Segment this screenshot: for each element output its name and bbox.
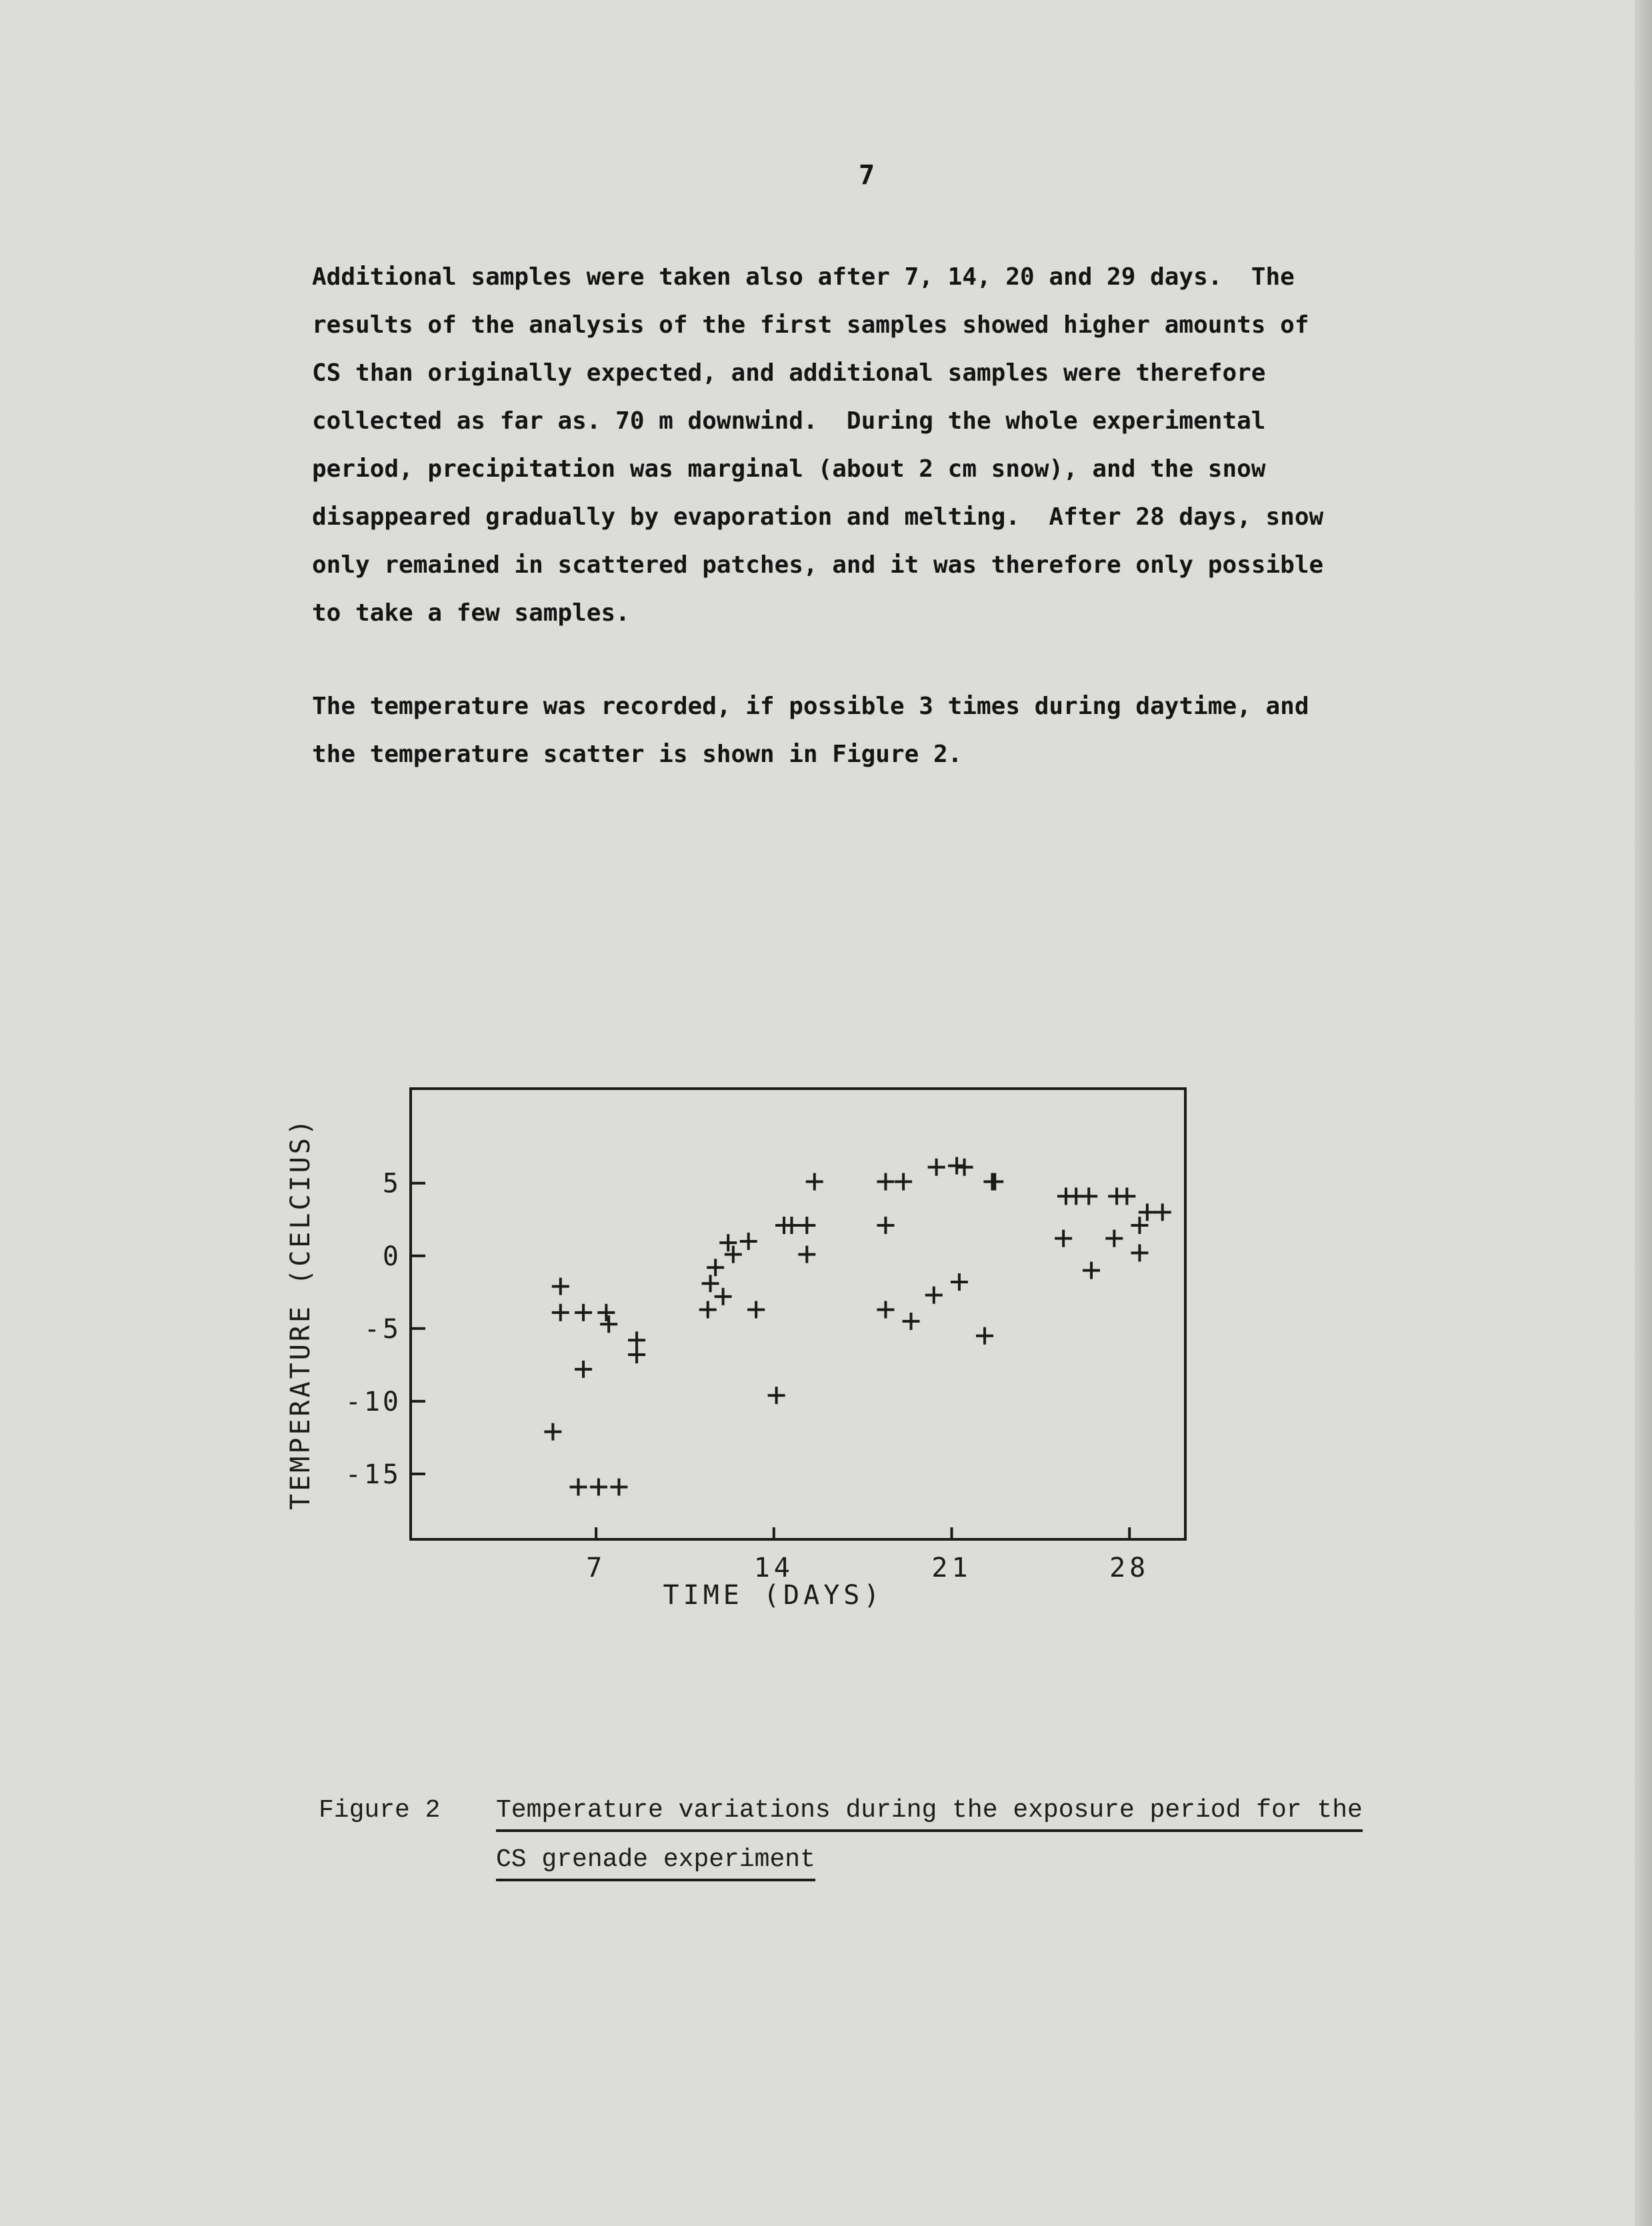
page-number: 7 <box>858 160 875 191</box>
figure-label: Figure 2 <box>319 1796 441 1825</box>
data-point-marker <box>1105 1230 1123 1247</box>
data-point-marker <box>877 1173 894 1191</box>
data-point-marker <box>575 1304 592 1321</box>
y-axis-label: TEMPERATURE (CELCIUS) <box>285 1117 316 1510</box>
data-point-marker <box>707 1259 724 1276</box>
data-point-marker <box>552 1304 569 1321</box>
data-point-marker <box>976 1327 993 1345</box>
data-point-marker <box>544 1423 561 1441</box>
data-point-marker <box>702 1275 719 1292</box>
y-tick-label: -15 <box>345 1459 401 1490</box>
paragraph-line: CS than originally expected, and additional samples were therefore <box>312 359 1266 387</box>
data-point-marker <box>747 1301 765 1318</box>
y-tick-label: 5 <box>382 1168 401 1199</box>
data-point-marker <box>1131 1244 1148 1261</box>
x-tick-label: 28 <box>1109 1553 1150 1583</box>
data-point-marker <box>925 1287 943 1304</box>
data-point-marker <box>806 1173 823 1191</box>
data-point-marker <box>951 1273 968 1291</box>
x-axis-label: TIME (DAYS) <box>663 1580 884 1611</box>
y-axis-ticks <box>345 1169 425 1490</box>
data-point-marker <box>1080 1187 1097 1205</box>
data-point-marker <box>569 1478 587 1495</box>
caption-line: Temperature variations during the exposure period for the <box>496 1792 1363 1832</box>
x-axis-ticks <box>586 1527 1149 1583</box>
caption-line: CS grenade experiment <box>496 1841 815 1881</box>
data-point-marker <box>590 1478 607 1495</box>
data-point-marker <box>628 1346 645 1363</box>
data-point-marker <box>956 1159 973 1176</box>
data-point-marker <box>699 1301 717 1318</box>
plot-frame <box>411 1089 1185 1539</box>
data-point-marker <box>1083 1262 1100 1279</box>
paragraph-line: Additional samples were taken also after 7, 14, 20 and 29 days. The <box>312 263 1295 291</box>
data-point-marker <box>877 1301 894 1318</box>
data-point-marker <box>552 1278 569 1295</box>
data-point-marker <box>986 1173 1003 1191</box>
paragraph-line: The temperature was recorded, if possible 3 times during daytime, and <box>312 693 1309 720</box>
data-point-marker <box>798 1217 815 1234</box>
paragraph-line: the temperature scatter is shown in Figure 2. <box>312 741 963 768</box>
data-point-marker <box>715 1288 732 1305</box>
y-tick-label: -10 <box>345 1386 401 1417</box>
paragraph-line: only remained in scattered patches, and it was therefore only possible <box>312 551 1324 579</box>
data-point-marker <box>1154 1203 1171 1221</box>
paragraph-line: results of the analysis of the first samples showed higher amounts of <box>312 311 1309 339</box>
data-point-marker <box>610 1478 627 1495</box>
data-point-marker <box>1139 1203 1156 1221</box>
data-point-marker <box>903 1313 920 1330</box>
paragraph-line: collected as far as. 70 m downwind. During the whole experimental <box>312 407 1266 435</box>
data-point-marker <box>575 1361 592 1378</box>
data-points <box>544 1157 1171 1496</box>
data-point-marker <box>877 1217 894 1234</box>
figure-caption-text <box>496 1792 1652 1891</box>
paragraph-line: to take a few samples. <box>312 599 630 627</box>
x-tick-label: 7 <box>586 1553 607 1583</box>
data-point-marker <box>600 1315 617 1333</box>
data-point-marker <box>740 1233 757 1250</box>
data-point-marker <box>928 1159 945 1176</box>
data-point-marker <box>798 1246 815 1263</box>
data-point-marker <box>895 1173 912 1191</box>
data-point-marker <box>1055 1230 1072 1247</box>
x-tick-label: 14 <box>753 1553 794 1583</box>
data-point-marker <box>768 1387 785 1404</box>
paragraph-line: period, precipitation was marginal (about 2 cm snow), and the snow <box>312 455 1266 483</box>
y-tick-label: 0 <box>382 1241 401 1272</box>
data-point-marker <box>597 1304 615 1321</box>
data-point-marker <box>1131 1217 1148 1234</box>
paragraph-line: disappeared gradually by evaporation and melting. After 28 days, snow <box>312 503 1324 531</box>
data-point-marker <box>1118 1187 1135 1205</box>
data-point-marker <box>948 1157 965 1175</box>
x-tick-label: 21 <box>931 1553 972 1583</box>
data-point-marker <box>783 1217 800 1234</box>
y-tick-label: -5 <box>363 1313 401 1345</box>
